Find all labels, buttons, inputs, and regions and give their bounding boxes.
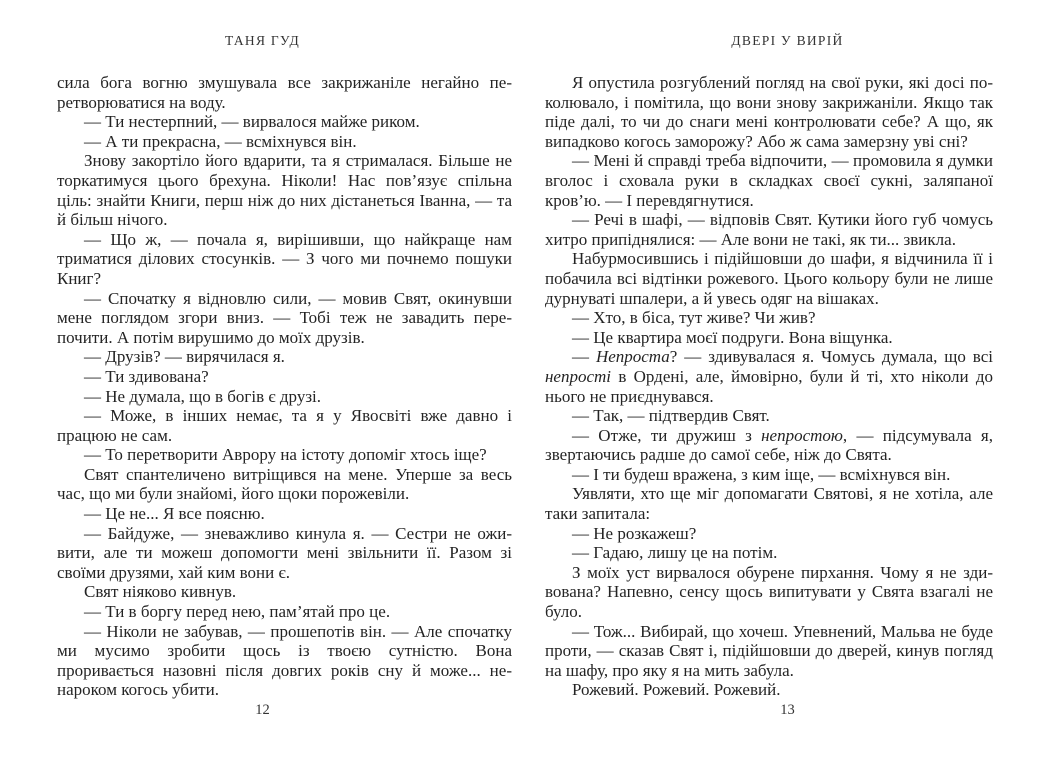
paragraph: [545, 563, 993, 622]
paragraph: [57, 602, 512, 622]
left-page-number: 12: [255, 702, 270, 718]
text-segment: Уявляти, хто ще міг допомагати Святові, я не хотіла, але таки запитала:: [545, 484, 993, 524]
text-segment: Свят спантеличено витріщився на мене. Уперше за весь час, що ми були знайомі, його щоки порожевіли.: [57, 464, 512, 504]
left-text-block: [57, 73, 512, 700]
paragraph: [57, 504, 512, 524]
text-segment: — Ніколи не забував, — прошепотів він. — Але спочатку ми мусимо зробити щось із твоєю сутністю. Вона проривається назовні після довгих років сну й може... ненароком когось убити.: [57, 621, 512, 700]
paragraph: [57, 132, 512, 152]
text-segment: — Ти нестерпний, — вирвалося майже риком.: [84, 112, 420, 132]
paragraph: [57, 465, 512, 504]
paragraph: [57, 112, 512, 132]
paragraph: [57, 230, 512, 289]
text-segment: Набурмосившись і підійшовши до шафи, я відчинила її і побачила всі відтінки рожевого. Цього кольору були не лише дурнуваті шпалери, а й увесь одяг на вішаках.: [545, 249, 993, 308]
paragraph: [57, 622, 512, 700]
text-segment: —: [572, 347, 596, 367]
paragraph: [545, 151, 993, 210]
text-segment: — Хто, в біса, тут живе? Чи жив?: [572, 308, 816, 328]
paragraph: [57, 582, 512, 602]
paragraph: [57, 387, 512, 407]
italic-text: непрості: [545, 366, 612, 386]
right-page-number: 13: [780, 702, 795, 718]
paragraph: [545, 680, 993, 700]
text-segment: — То перетворити Аврору на істоту допоміг хтось іще?: [84, 445, 487, 465]
paragraph: [57, 73, 512, 112]
right-page: [525, 0, 1050, 760]
text-segment: — Друзів? — вирячилася я.: [84, 347, 285, 367]
text-segment: — Байдуже, — зневажливо кинула я. — Сестри не оживити, але ти можеш допомогти мені звільнити її. Разом зі своїми друзями, хай ким вони є.: [57, 523, 512, 582]
italic-text: непростою: [761, 425, 843, 445]
text-segment: Свят ніяково кивнув.: [84, 582, 237, 602]
paragraph: [545, 308, 993, 328]
paragraph: [57, 151, 512, 229]
text-segment: в Ордені, але, ймовірно, були й ті, хто ніколи до нього не приєднувався.: [545, 366, 993, 406]
italic-text: Непроста: [595, 347, 670, 367]
left-running-header: ТАНЯ ГУД: [224, 33, 301, 48]
text-segment: — А ти прекрасна, — всміхнувся він.: [84, 131, 357, 151]
text-segment: — Ти здивована?: [84, 366, 209, 386]
text-segment: ? — здивувалася я. Чомусь думала, що всі: [669, 347, 994, 367]
paragraph: [57, 367, 512, 387]
paragraph: [545, 210, 993, 249]
paragraph: [545, 622, 993, 681]
text-segment: сила бога вогню змушувала все закрижаніле негайно перетворюватися на воду.: [57, 73, 512, 112]
text-segment: — Це квартира моєї подруги. Вона віщунка.: [572, 327, 893, 347]
text-segment: , — підсумувала я, звертаючись радше до самої себе, ніж до Свята.: [545, 425, 994, 465]
text-segment: — Тож... Вибирай, що хочеш. Упевнений, Мальва не буде проти, — сказав Свят і, підійшовши до дверей, кинув погляд на шафу, про яку я на мить забула.: [545, 621, 993, 680]
text-segment: — Мені й справді треба відпочити, — промовила я думки вголос і сховала руки в складках своєї сукні, заляпаної кров’ю. — І перевдягнутися.: [545, 151, 993, 210]
paragraph: [57, 445, 512, 465]
text-segment: Рожевий. Рожевий. Рожевий.: [572, 680, 781, 700]
text-segment: — Що ж, — почала я, вирішивши, що найкраще нам триматися ділових стосунків. — З чого ми почнемо пошуки Книг?: [57, 229, 512, 288]
text-segment: Знову закортіло його вдарити, та я стрималася. Більше не торкатимуся цього брехуна. Ніколи! Нас пов’язує спільна ціль: знайти Книги, перш ніж до них дістанеться Іванна, — та й більш нічого.: [57, 151, 512, 230]
text-segment: — Не розкажеш?: [572, 523, 697, 543]
text-segment: — Так, — підтвердив Свят.: [572, 406, 770, 426]
paragraph: [545, 347, 993, 406]
paragraph: [545, 524, 993, 544]
text-segment: — Речі в шафі, — відповів Свят. Кутики його губ чомусь хитро припіднялися: — Але вони не такі, як ти... звикла.: [545, 210, 993, 249]
paragraph: [545, 406, 993, 426]
paragraph: [545, 484, 993, 523]
paragraph: [545, 465, 993, 485]
text-segment: Я опустила розгублений погляд на свої руки, які досі поколювало, і помітила, що вони знову закрижаніли. Якщо так піде далі, то чи до снаги мені контролювати себе? А що, як випадково когось заморожу? Або ж сама замерзну уві сні?: [545, 73, 993, 151]
text-segment: — Спочатку я відновлю сили, — мовив Свят, окинувши мене поглядом згори вниз. — Тобі теж не завадить перепочити. А потім вирушимо до моїх друзів.: [57, 288, 512, 347]
paragraph: [545, 426, 993, 465]
paragraph: [57, 289, 512, 348]
right-text-block: [545, 73, 993, 700]
right-running-header: ДВЕРІ У ВИРІЙ: [731, 33, 844, 48]
paragraph: [545, 249, 993, 308]
text-segment: — Не думала, що в богів є друзі.: [84, 386, 322, 406]
text-segment: — Може, в інших немає, та я у Явосвіті вже давно і працюю не сам.: [57, 406, 512, 445]
text-segment: — І ти будеш вражена, з ким іще, — всміхнувся він.: [572, 464, 951, 484]
paragraph: [57, 524, 512, 583]
paragraph: [545, 328, 993, 348]
text-segment: — Гадаю, лишу це на потім.: [572, 543, 778, 563]
paragraph: [57, 347, 512, 367]
text-segment: — Ти в боргу перед нею, пам’ятай про це.: [84, 602, 391, 622]
text-segment: З моїх уст вирвалося обурене пирхання. Чому я не здивована? Напевно, сенсу щось випитувати у Свята взагалі не було.: [545, 562, 993, 622]
paragraph: [545, 543, 993, 563]
paragraph: [57, 406, 512, 445]
text-segment: — Це не... Я все поясню.: [84, 504, 265, 524]
paragraph: [545, 73, 993, 151]
text-segment: — Отже, ти дружиш з: [572, 425, 762, 445]
